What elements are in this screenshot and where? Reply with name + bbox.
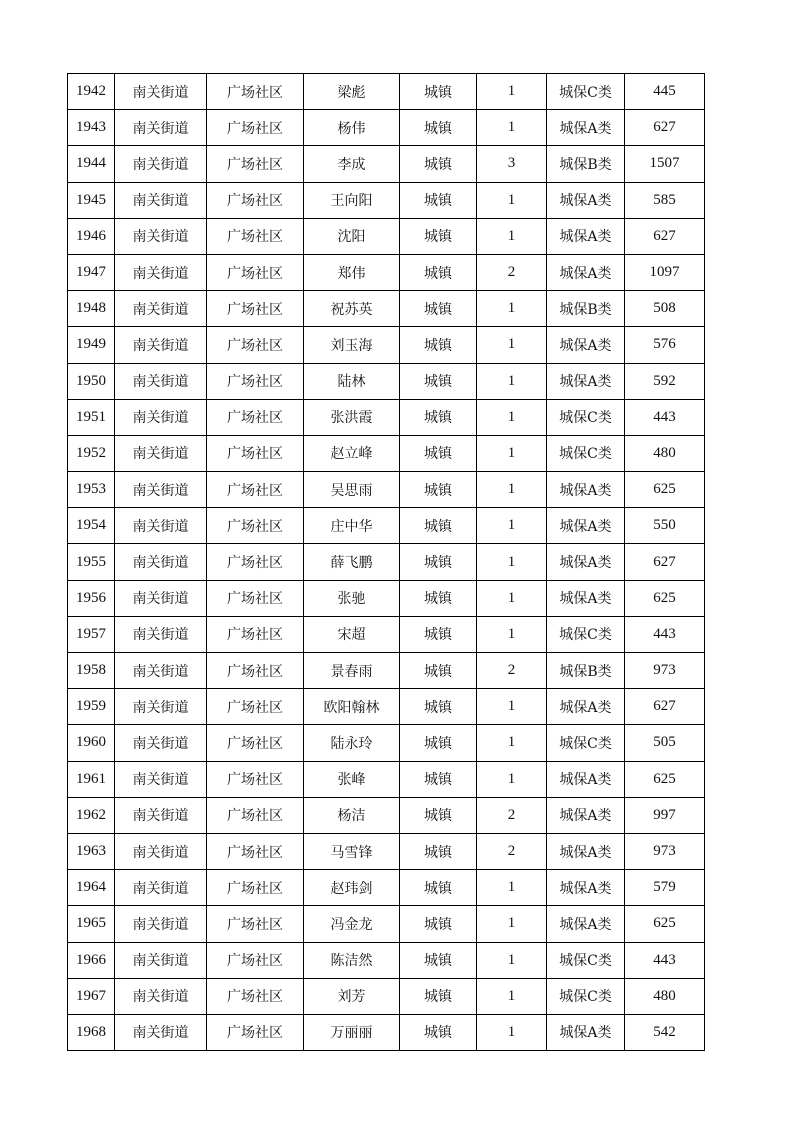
row-number-cell: 1957 <box>68 616 115 652</box>
community-cell: 广场社区 <box>207 146 304 182</box>
table-row <box>68 1014 705 1050</box>
street-cell: 南关街道 <box>115 291 207 327</box>
household-type-cell: 城镇 <box>400 182 477 218</box>
community-cell: 广场社区 <box>207 942 304 978</box>
roster-body <box>68 74 705 1051</box>
name-cell: 吴思雨 <box>304 472 400 508</box>
member-count-cell: 1 <box>477 182 547 218</box>
street-cell: 南关街道 <box>115 218 207 254</box>
insurance-category-cell: 城保A类 <box>547 689 625 725</box>
household-type-cell: 城镇 <box>400 254 477 290</box>
member-count-cell: 1 <box>477 942 547 978</box>
table-row <box>68 110 705 146</box>
insurance-category-cell: 城保A类 <box>547 254 625 290</box>
name-cell: 郑伟 <box>304 254 400 290</box>
street-cell: 南关街道 <box>115 616 207 652</box>
amount-cell: 550 <box>625 508 705 544</box>
community-cell: 广场社区 <box>207 327 304 363</box>
household-type-cell: 城镇 <box>400 797 477 833</box>
community-cell: 广场社区 <box>207 653 304 689</box>
name-cell: 王向阳 <box>304 182 400 218</box>
insurance-category-cell: 城保A类 <box>547 906 625 942</box>
street-cell: 南关街道 <box>115 363 207 399</box>
amount-cell: 480 <box>625 435 705 471</box>
amount-cell: 625 <box>625 580 705 616</box>
row-number-cell: 1944 <box>68 146 115 182</box>
street-cell: 南关街道 <box>115 1014 207 1050</box>
street-cell: 南关街道 <box>115 942 207 978</box>
street-cell: 南关街道 <box>115 725 207 761</box>
amount-cell: 505 <box>625 725 705 761</box>
street-cell: 南关街道 <box>115 689 207 725</box>
member-count-cell: 1 <box>477 327 547 363</box>
row-number-cell: 1949 <box>68 327 115 363</box>
amount-cell: 973 <box>625 653 705 689</box>
street-cell: 南关街道 <box>115 182 207 218</box>
household-type-cell: 城镇 <box>400 653 477 689</box>
community-cell: 广场社区 <box>207 363 304 399</box>
street-cell: 南关街道 <box>115 870 207 906</box>
table-row <box>68 363 705 399</box>
name-cell: 祝苏英 <box>304 291 400 327</box>
community-cell: 广场社区 <box>207 725 304 761</box>
household-type-cell: 城镇 <box>400 906 477 942</box>
name-cell: 赵立峰 <box>304 435 400 471</box>
row-number-cell: 1947 <box>68 254 115 290</box>
street-cell: 南关街道 <box>115 435 207 471</box>
name-cell: 张洪霞 <box>304 399 400 435</box>
table-row <box>68 435 705 471</box>
community-cell: 广场社区 <box>207 254 304 290</box>
insurance-category-cell: 城保A类 <box>547 508 625 544</box>
insurance-category-cell: 城保A类 <box>547 870 625 906</box>
household-type-cell: 城镇 <box>400 363 477 399</box>
row-number-cell: 1959 <box>68 689 115 725</box>
name-cell: 陆永玲 <box>304 725 400 761</box>
member-count-cell: 1 <box>477 1014 547 1050</box>
row-number-cell: 1958 <box>68 653 115 689</box>
street-cell: 南关街道 <box>115 472 207 508</box>
insurance-category-cell: 城保B类 <box>547 291 625 327</box>
street-cell: 南关街道 <box>115 110 207 146</box>
household-type-cell: 城镇 <box>400 978 477 1014</box>
household-type-cell: 城镇 <box>400 399 477 435</box>
amount-cell: 579 <box>625 870 705 906</box>
insurance-category-cell: 城保A类 <box>547 218 625 254</box>
table-row <box>68 291 705 327</box>
community-cell: 广场社区 <box>207 1014 304 1050</box>
household-type-cell: 城镇 <box>400 725 477 761</box>
street-cell: 南关街道 <box>115 544 207 580</box>
member-count-cell: 1 <box>477 291 547 327</box>
name-cell: 沈阳 <box>304 218 400 254</box>
member-count-cell: 1 <box>477 544 547 580</box>
street-cell: 南关街道 <box>115 254 207 290</box>
amount-cell: 508 <box>625 291 705 327</box>
insurance-category-cell: 城保A类 <box>547 544 625 580</box>
amount-cell: 576 <box>625 327 705 363</box>
household-type-cell: 城镇 <box>400 689 477 725</box>
name-cell: 杨洁 <box>304 797 400 833</box>
table-row <box>68 761 705 797</box>
row-number-cell: 1962 <box>68 797 115 833</box>
name-cell: 陆林 <box>304 363 400 399</box>
household-type-cell: 城镇 <box>400 616 477 652</box>
member-count-cell: 2 <box>477 797 547 833</box>
row-number-cell: 1968 <box>68 1014 115 1050</box>
member-count-cell: 1 <box>477 74 547 110</box>
amount-cell: 627 <box>625 544 705 580</box>
household-type-cell: 城镇 <box>400 761 477 797</box>
community-cell: 广场社区 <box>207 870 304 906</box>
household-type-cell: 城镇 <box>400 508 477 544</box>
member-count-cell: 1 <box>477 906 547 942</box>
insurance-category-cell: 城保A类 <box>547 110 625 146</box>
table-row <box>68 797 705 833</box>
community-cell: 广场社区 <box>207 435 304 471</box>
table-row <box>68 254 705 290</box>
table-row <box>68 870 705 906</box>
member-count-cell: 1 <box>477 218 547 254</box>
household-type-cell: 城镇 <box>400 146 477 182</box>
name-cell: 景春雨 <box>304 653 400 689</box>
member-count-cell: 2 <box>477 653 547 689</box>
name-cell: 张峰 <box>304 761 400 797</box>
insurance-category-cell: 城保A类 <box>547 182 625 218</box>
household-type-cell: 城镇 <box>400 472 477 508</box>
amount-cell: 542 <box>625 1014 705 1050</box>
insurance-category-cell: 城保B类 <box>547 653 625 689</box>
amount-cell: 973 <box>625 833 705 869</box>
roster-table <box>67 73 705 1051</box>
member-count-cell: 1 <box>477 363 547 399</box>
amount-cell: 625 <box>625 472 705 508</box>
insurance-category-cell: 城保C类 <box>547 725 625 761</box>
insurance-category-cell: 城保C类 <box>547 399 625 435</box>
community-cell: 广场社区 <box>207 616 304 652</box>
community-cell: 广场社区 <box>207 218 304 254</box>
community-cell: 广场社区 <box>207 399 304 435</box>
street-cell: 南关街道 <box>115 508 207 544</box>
member-count-cell: 1 <box>477 472 547 508</box>
household-type-cell: 城镇 <box>400 327 477 363</box>
table-row <box>68 833 705 869</box>
table-row <box>68 218 705 254</box>
amount-cell: 445 <box>625 74 705 110</box>
table-row <box>68 327 705 363</box>
community-cell: 广场社区 <box>207 833 304 869</box>
member-count-cell: 2 <box>477 833 547 869</box>
row-number-cell: 1945 <box>68 182 115 218</box>
name-cell: 梁彪 <box>304 74 400 110</box>
insurance-category-cell: 城保A类 <box>547 797 625 833</box>
community-cell: 广场社区 <box>207 580 304 616</box>
amount-cell: 627 <box>625 218 705 254</box>
row-number-cell: 1952 <box>68 435 115 471</box>
table-row <box>68 653 705 689</box>
amount-cell: 585 <box>625 182 705 218</box>
table-row <box>68 580 705 616</box>
insurance-category-cell: 城保C类 <box>547 978 625 1014</box>
insurance-category-cell: 城保C类 <box>547 942 625 978</box>
street-cell: 南关街道 <box>115 833 207 869</box>
row-number-cell: 1965 <box>68 906 115 942</box>
name-cell: 冯金龙 <box>304 906 400 942</box>
table-row <box>68 978 705 1014</box>
insurance-category-cell: 城保C类 <box>547 74 625 110</box>
amount-cell: 627 <box>625 689 705 725</box>
street-cell: 南关街道 <box>115 761 207 797</box>
table-row <box>68 182 705 218</box>
household-type-cell: 城镇 <box>400 544 477 580</box>
amount-cell: 443 <box>625 942 705 978</box>
name-cell: 庄中华 <box>304 508 400 544</box>
insurance-category-cell: 城保A类 <box>547 833 625 869</box>
street-cell: 南关街道 <box>115 906 207 942</box>
insurance-category-cell: 城保A类 <box>547 472 625 508</box>
member-count-cell: 1 <box>477 110 547 146</box>
household-type-cell: 城镇 <box>400 110 477 146</box>
insurance-category-cell: 城保C类 <box>547 435 625 471</box>
amount-cell: 997 <box>625 797 705 833</box>
community-cell: 广场社区 <box>207 182 304 218</box>
row-number-cell: 1942 <box>68 74 115 110</box>
household-type-cell: 城镇 <box>400 218 477 254</box>
amount-cell: 1097 <box>625 254 705 290</box>
member-count-cell: 1 <box>477 616 547 652</box>
insurance-category-cell: 城保A类 <box>547 363 625 399</box>
name-cell: 李成 <box>304 146 400 182</box>
name-cell: 刘玉海 <box>304 327 400 363</box>
community-cell: 广场社区 <box>207 978 304 1014</box>
street-cell: 南关街道 <box>115 978 207 1014</box>
member-count-cell: 1 <box>477 761 547 797</box>
street-cell: 南关街道 <box>115 327 207 363</box>
table-row <box>68 146 705 182</box>
community-cell: 广场社区 <box>207 291 304 327</box>
table-row <box>68 472 705 508</box>
community-cell: 广场社区 <box>207 689 304 725</box>
row-number-cell: 1956 <box>68 580 115 616</box>
member-count-cell: 1 <box>477 580 547 616</box>
insurance-category-cell: 城保C类 <box>547 616 625 652</box>
name-cell: 刘芳 <box>304 978 400 1014</box>
household-type-cell: 城镇 <box>400 833 477 869</box>
table-row <box>68 74 705 110</box>
street-cell: 南关街道 <box>115 74 207 110</box>
street-cell: 南关街道 <box>115 797 207 833</box>
member-count-cell: 1 <box>477 435 547 471</box>
member-count-cell: 1 <box>477 978 547 1014</box>
row-number-cell: 1948 <box>68 291 115 327</box>
table-row <box>68 906 705 942</box>
name-cell: 万丽丽 <box>304 1014 400 1050</box>
name-cell: 宋超 <box>304 616 400 652</box>
member-count-cell: 3 <box>477 146 547 182</box>
member-count-cell: 1 <box>477 399 547 435</box>
table-row <box>68 399 705 435</box>
community-cell: 广场社区 <box>207 74 304 110</box>
street-cell: 南关街道 <box>115 653 207 689</box>
community-cell: 广场社区 <box>207 508 304 544</box>
row-number-cell: 1950 <box>68 363 115 399</box>
household-type-cell: 城镇 <box>400 942 477 978</box>
row-number-cell: 1960 <box>68 725 115 761</box>
row-number-cell: 1954 <box>68 508 115 544</box>
household-type-cell: 城镇 <box>400 291 477 327</box>
insurance-category-cell: 城保A类 <box>547 580 625 616</box>
row-number-cell: 1961 <box>68 761 115 797</box>
table-row <box>68 942 705 978</box>
amount-cell: 443 <box>625 399 705 435</box>
member-count-cell: 1 <box>477 689 547 725</box>
street-cell: 南关街道 <box>115 399 207 435</box>
insurance-category-cell: 城保A类 <box>547 1014 625 1050</box>
street-cell: 南关街道 <box>115 146 207 182</box>
name-cell: 薛飞鹏 <box>304 544 400 580</box>
household-type-cell: 城镇 <box>400 435 477 471</box>
community-cell: 广场社区 <box>207 472 304 508</box>
row-number-cell: 1955 <box>68 544 115 580</box>
community-cell: 广场社区 <box>207 906 304 942</box>
amount-cell: 625 <box>625 761 705 797</box>
amount-cell: 1507 <box>625 146 705 182</box>
community-cell: 广场社区 <box>207 110 304 146</box>
row-number-cell: 1963 <box>68 833 115 869</box>
insurance-category-cell: 城保B类 <box>547 146 625 182</box>
community-cell: 广场社区 <box>207 761 304 797</box>
row-number-cell: 1943 <box>68 110 115 146</box>
member-count-cell: 1 <box>477 508 547 544</box>
household-type-cell: 城镇 <box>400 1014 477 1050</box>
amount-cell: 443 <box>625 616 705 652</box>
table-row <box>68 689 705 725</box>
row-number-cell: 1951 <box>68 399 115 435</box>
amount-cell: 592 <box>625 363 705 399</box>
name-cell: 陈洁然 <box>304 942 400 978</box>
insurance-category-cell: 城保A类 <box>547 327 625 363</box>
amount-cell: 480 <box>625 978 705 1014</box>
row-number-cell: 1967 <box>68 978 115 1014</box>
name-cell: 马雪锋 <box>304 833 400 869</box>
name-cell: 张驰 <box>304 580 400 616</box>
row-number-cell: 1946 <box>68 218 115 254</box>
row-number-cell: 1966 <box>68 942 115 978</box>
household-type-cell: 城镇 <box>400 870 477 906</box>
row-number-cell: 1953 <box>68 472 115 508</box>
member-count-cell: 1 <box>477 725 547 761</box>
street-cell: 南关街道 <box>115 580 207 616</box>
name-cell: 杨伟 <box>304 110 400 146</box>
table-row <box>68 616 705 652</box>
table-row <box>68 508 705 544</box>
insurance-category-cell: 城保A类 <box>547 761 625 797</box>
community-cell: 广场社区 <box>207 544 304 580</box>
table-row <box>68 544 705 580</box>
member-count-cell: 2 <box>477 254 547 290</box>
name-cell: 欧阳翰林 <box>304 689 400 725</box>
amount-cell: 627 <box>625 110 705 146</box>
member-count-cell: 1 <box>477 870 547 906</box>
table-row <box>68 725 705 761</box>
household-type-cell: 城镇 <box>400 580 477 616</box>
name-cell: 赵玮剑 <box>304 870 400 906</box>
household-type-cell: 城镇 <box>400 74 477 110</box>
row-number-cell: 1964 <box>68 870 115 906</box>
amount-cell: 625 <box>625 906 705 942</box>
community-cell: 广场社区 <box>207 797 304 833</box>
